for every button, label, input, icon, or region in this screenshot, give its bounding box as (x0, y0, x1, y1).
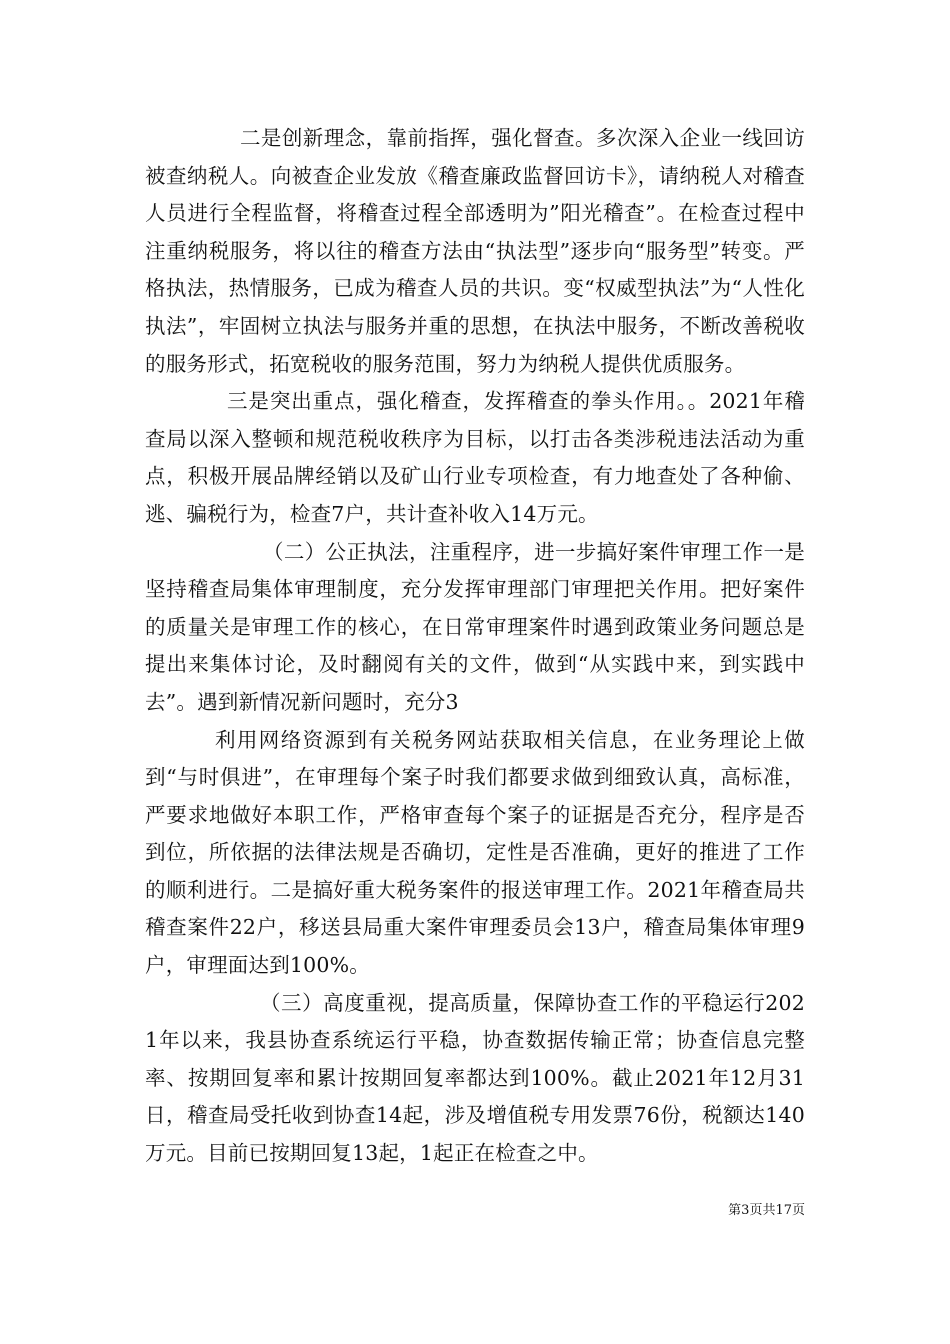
paragraph-assistance-check: （三）高度重视，提高质量，保障协查工作的平稳运行2021年以来，我县协查系统运行平稳，协查数据传输正常；协查信息完整率、按期回复率和累计按期回复率都达到100%。截止2021年12月31日，稽查局受托收到协查14起，涉及增值税专用发票76份，税额达140万元。目前已按期回复13起，1起正在检查之中。 (145, 990, 805, 1166)
paragraph-innovation: 二是创新理念，靠前指挥，强化督查。多次深入企业一线回访被查纳税人。向被查企业发放《稽查廉政监督回访卡》，请纳税人对稽查人员进行全程监督，将稽查过程全部透明为”阳光稽查”。在检查过程中注重纳税服务，将以往的稽查方法由“执法型”逐步向“服务型”转变。严格执法，热情服务，已成为稽查人员的共识。变“权威型执法”为“人性化执法”，牢固树立执法与服务并重的思想，在执法中服务，不断改善税收的服务形式，拓宽税收的服务范围，努力为纳税人提供优质服务。 (145, 126, 805, 376)
paragraph-key-inspection: 三是突出重点，强化稽查，发挥稽查的拳头作用。。2021年稽查局以深入整顿和规范税收秩序为目标，以打击各类涉税违法活动为重点，积极开展品牌经销以及矿山行业专项检查，有力地查处了各种偷、逃、骗税行为，检查7户，共计查补收入14万元。 (145, 389, 805, 526)
paragraph-network-resources: 利用网络资源到有关税务网站获取相关信息，在业务理论上做到“与时俱进”，在审理每个案子时我们都要求做到细致认真，高标准，严要求地做好本职工作，严格审查每个案子的证据是否充分，程序是否到位，所依据的法律法规是否确切，定性是否准确，更好的推进了工作的顺利进行。二是搞好重大税务案件的报送审理工作。2021年稽查局共稽查案件22户，移送县局重大案件审理委员会13户，稽查局集体审理9户，审理面达到100%。 (145, 727, 805, 978)
paragraph-case-review: （二）公正执法，注重程序，进一步搞好案件审理工作一是坚持稽查局集体审理制度，充分发挥审理部门审理把关作用。把好案件的质量关是审理工作的核心，在日常审理案件时遇到政策业务问题总是提出来集体讨论，及时翻阅有关的文件，做到“从实践中来，到实践中去”。遇到新情况新问题时，充分3 (145, 539, 805, 714)
document-body (145, 120, 805, 1173)
page-number-footer: 第3页共17页 (728, 1203, 805, 1218)
